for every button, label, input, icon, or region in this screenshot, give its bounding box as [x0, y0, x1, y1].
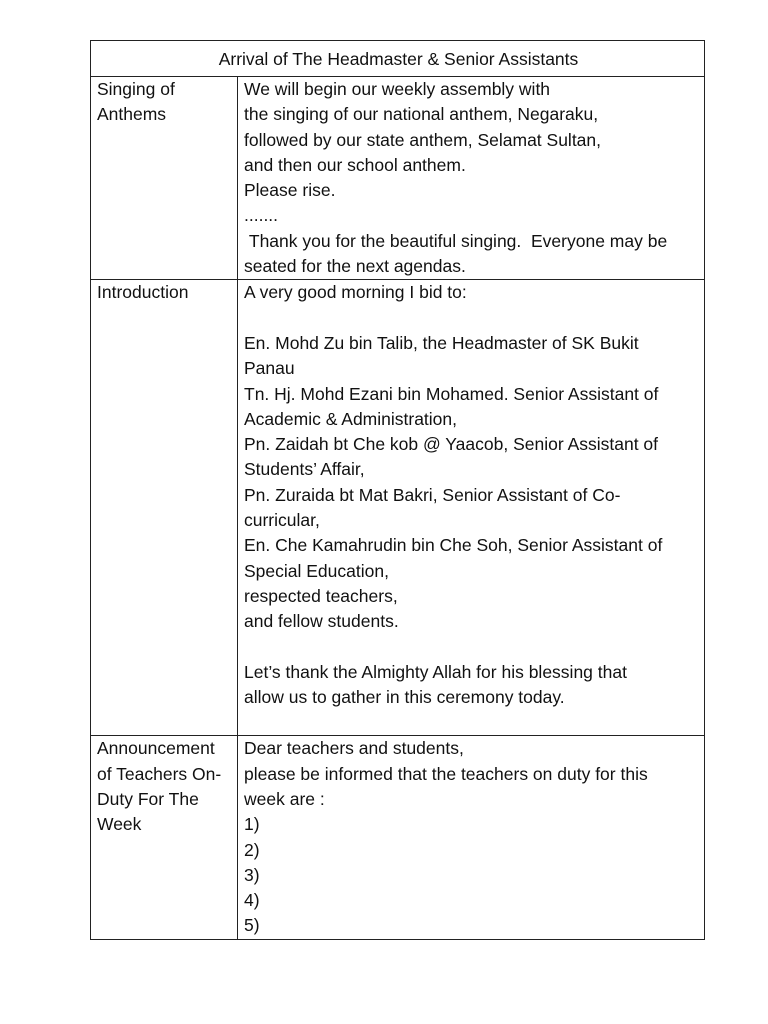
content-line: Pn. Zaidah bt Che kob @ Yaacob, Senior Assistant of [244, 434, 659, 455]
content-line: 5) [244, 915, 260, 936]
row-content-cell [238, 77, 705, 280]
content-line: Thank you for the beautiful singing. Everyone may be [244, 230, 668, 251]
content-line: En. Mohd Zu bin Talib, the Headmaster of SK Bukit [244, 332, 639, 353]
row-label: Introduction [97, 282, 189, 303]
content-line: 3) [244, 864, 260, 885]
content-line: please be informed that the teachers on duty for this [244, 763, 648, 784]
content-line: A very good morning I bid to: [244, 282, 467, 303]
row-label: Announcement of Teachers On- Duty For The Week [97, 738, 222, 835]
row-content-cell [238, 280, 705, 736]
content-line: We will begin our weekly assembly with [244, 79, 551, 99]
content-line [244, 635, 700, 660]
content-line: and then our school anthem. [244, 154, 466, 175]
content-line: seated for the next agendas. [244, 256, 466, 277]
content-line: ....... [244, 205, 279, 226]
row-content-cell [238, 736, 705, 940]
row-label-cell [91, 77, 238, 280]
content-line [244, 306, 700, 331]
content-line: 2) [244, 839, 260, 860]
content-line: week are : [244, 788, 325, 809]
content-line: 4) [244, 890, 260, 911]
content-line: Tn. Hj. Mohd Ezani bin Mohamed. Senior Assistant of [244, 383, 659, 404]
content-line: followed by our state anthem, Selamat Sultan, [244, 129, 602, 150]
content-line: Pn. Zuraida bt Mat Bakri, Senior Assistant of Co- [244, 484, 621, 505]
table-row-teachers-on-duty [91, 736, 705, 940]
content-line: allow us to gather in this ceremony today. [244, 687, 565, 708]
header-row [91, 41, 705, 77]
table-row-singing-of-anthems [91, 77, 705, 280]
row-label-cell [91, 280, 238, 736]
table-header-title: Arrival of The Headmaster & Senior Assistants [91, 41, 705, 77]
content-line: En. Che Kamahrudin bin Che Soh, Senior Assistant of [244, 535, 663, 556]
content-line: Let’s thank the Almighty Allah for his blessing that [244, 661, 627, 682]
row-label-cell [91, 736, 238, 940]
content-line: Panau [244, 358, 295, 379]
content-line: Students’ Affair, [244, 459, 365, 480]
content-line: Please rise. [244, 180, 336, 201]
content-line: the singing of our national anthem, Negaraku, [244, 104, 599, 125]
content-line: respected teachers, [244, 585, 398, 606]
content-line: and fellow students. [244, 611, 399, 632]
content-line: Dear teachers and students, [244, 738, 464, 759]
content-line: curricular, [244, 510, 320, 531]
content-line: 1) [244, 814, 260, 835]
table-row-introduction [91, 280, 705, 736]
content-line: Academic & Administration, [244, 408, 458, 429]
content-line: Special Education, [244, 560, 389, 581]
assembly-script-table [90, 40, 705, 940]
row-label: Singing of Anthems [97, 79, 175, 125]
